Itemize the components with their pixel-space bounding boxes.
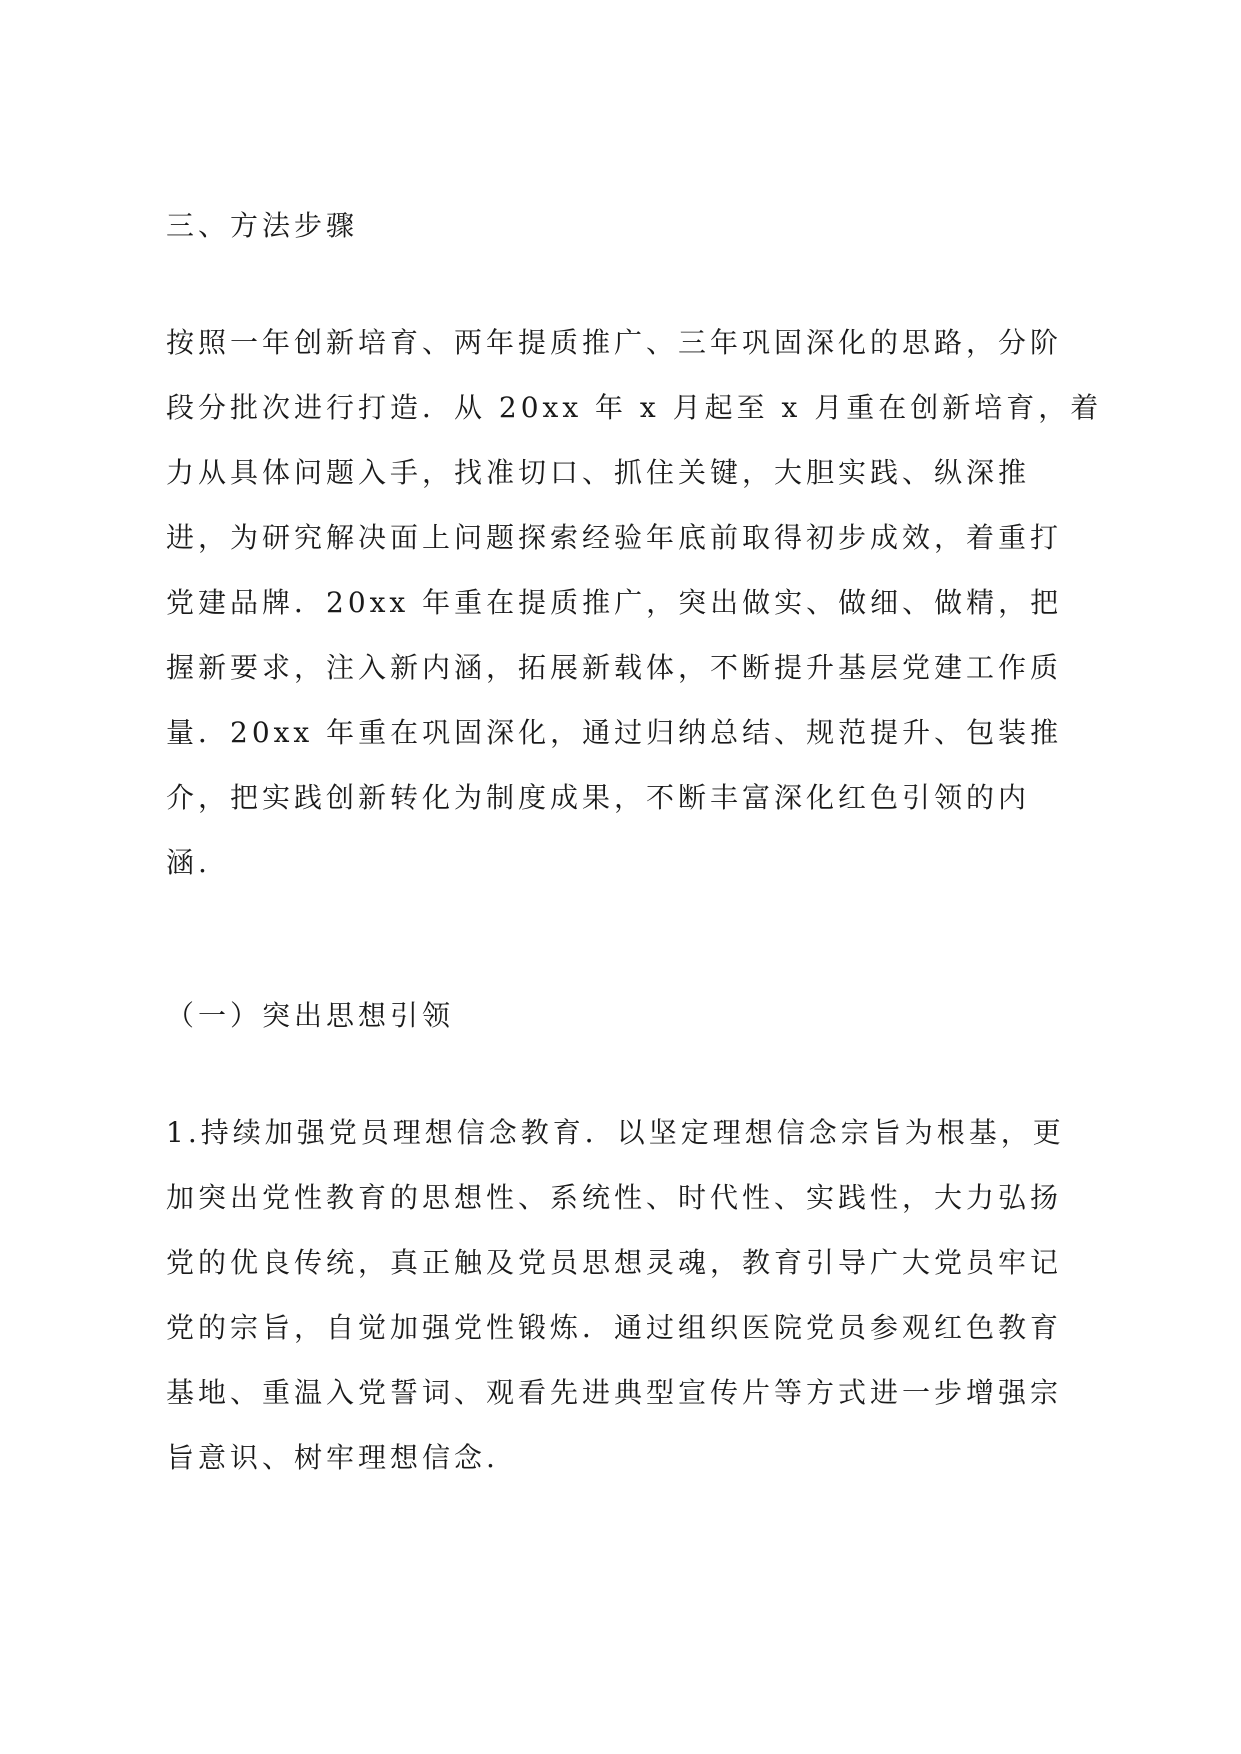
intro-paragraph: [166, 310, 1103, 895]
paragraph-line: 党的优良传统，真正触及党员思想灵魂，教育引导广大党员牢记: [166, 1246, 1063, 1279]
paragraph-line: 党建品牌．20xx 年重在提质推广，突出做实、做细、做精，把: [166, 586, 1063, 619]
paragraph-line: 旨意识、树牢理想信念.: [166, 1441, 499, 1474]
paragraph-line: 进，为研究解决面上问题探索经验年底前取得初步成效，着重打: [166, 521, 1063, 554]
paragraph-line: 基地、重温入党誓词、观看先进典型宣传片等方式进一步增强宗: [166, 1376, 1063, 1409]
paragraph-line: 涵.: [166, 846, 211, 879]
paragraph-line: 量．20xx 年重在巩固深化，通过归纳总结、规范提升、包装推: [166, 716, 1063, 749]
paragraph-line: 力从具体问题入手，找准切口、抓住关键，大胆实践、纵深推: [166, 456, 1031, 489]
paragraph-line: 按照一年创新培育、两年提质推广、三年巩固深化的思路，分阶: [166, 326, 1063, 359]
subsection-heading: （一）突出思想引领: [166, 999, 455, 1032]
paragraph-line: 党的宗旨，自觉加强党性锻炼．通过组织医院党员参观红色教育: [166, 1311, 1063, 1344]
paragraph-line: 握新要求，注入新内涵，拓展新载体，不断提升基层党建工作质: [166, 651, 1063, 684]
paragraph-line: 段分批次进行打造．从 20xx 年 x 月起至 x 月重在创新培育，着: [166, 391, 1103, 424]
item-paragraph: [166, 1100, 1096, 1490]
paragraph-line: 加突出党性教育的思想性、系统性、时代性、实践性，大力弘扬: [166, 1181, 1063, 1214]
paragraph-line: 介，把实践创新转化为制度成果，不断丰富深化红色引领的内: [166, 781, 1031, 814]
paragraph-line: 1.持续加强党员理想信念教育．以坚定理想信念宗旨为根基，更: [166, 1116, 1065, 1149]
section-heading: 三、方法步骤: [166, 209, 359, 242]
